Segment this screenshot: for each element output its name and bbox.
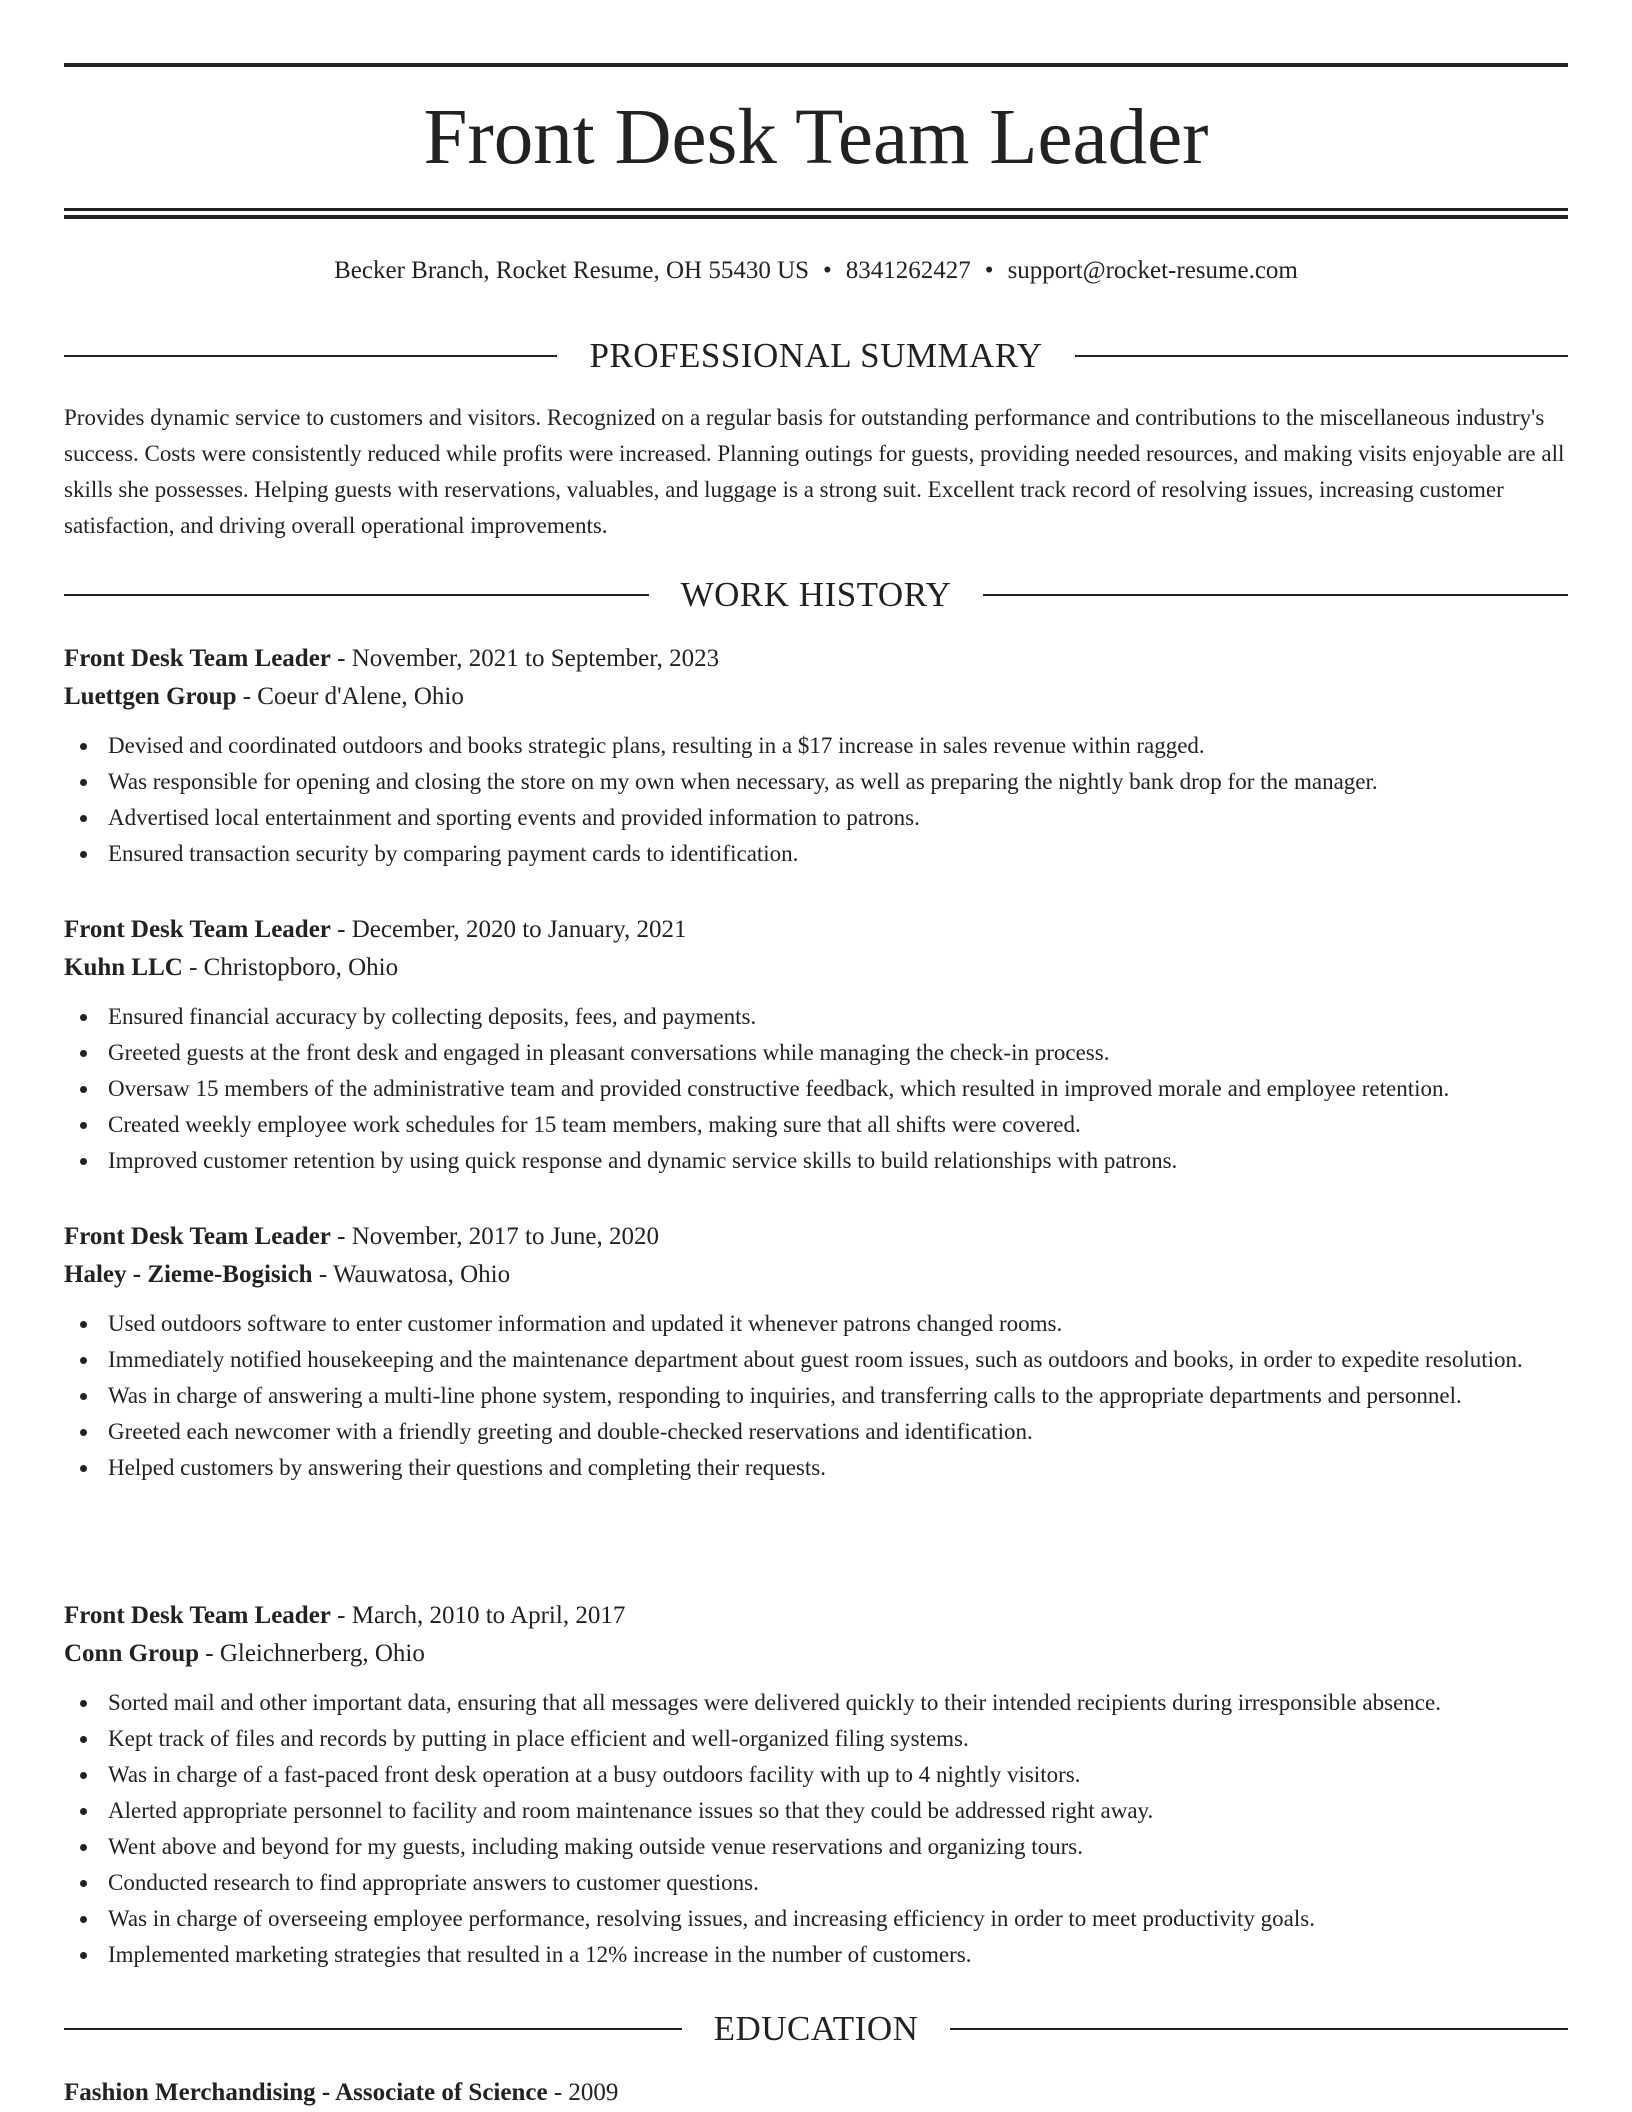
job-bullet: Conducted research to find appropriate answers to customer questions. xyxy=(64,1865,1568,1901)
job-dates: - December, 2020 to January, 2021 xyxy=(330,916,687,943)
job-title: Front Desk Team Leader xyxy=(64,916,331,943)
job-bullets xyxy=(64,999,1568,1179)
job-entry xyxy=(64,911,1568,1179)
job-company-line xyxy=(64,1256,1568,1294)
job-title-line xyxy=(64,911,1568,949)
job-bullet: Helped customers by answering their questions and completing their requests. xyxy=(64,1450,1568,1486)
job-title: Front Desk Team Leader xyxy=(64,645,331,672)
contact-line xyxy=(64,254,1568,288)
job-bullet: Implemented marketing strategies that resulted in a 12% increase in the number of customers. xyxy=(64,1937,1568,1973)
resume-name: Front Desk Team Leader xyxy=(423,94,1209,181)
education-heading xyxy=(64,2007,1568,2051)
job-bullet: Was in charge of answering a multi-line phone system, responding to inquiries, and transferring calls to the appropriate departments and personnel. xyxy=(64,1378,1568,1414)
job-company-line xyxy=(64,949,1568,987)
job-bullet: Sorted mail and other important data, ensuring that all messages were delivered quickly to their intended recipients during irresponsible absence. xyxy=(64,1685,1568,1721)
job-company-line xyxy=(64,678,1568,716)
job-bullet: Created weekly employee work schedules for 15 team members, making sure that all shifts were covered. xyxy=(64,1107,1568,1143)
top-rule xyxy=(64,63,1568,67)
header-rule-lower xyxy=(64,215,1568,219)
job-company: Kuhn LLC xyxy=(64,954,183,981)
job-bullet: Advertised local entertainment and sporting events and provided information to patrons. xyxy=(64,800,1568,836)
job-bullet: Greeted guests at the front desk and engaged in pleasant conversations while managing the check-in process. xyxy=(64,1035,1568,1071)
education-entry xyxy=(64,2074,1568,2112)
education-year: - 2009 xyxy=(547,2079,619,2106)
job-title: Front Desk Team Leader xyxy=(64,1602,331,1629)
contact-separator: • xyxy=(823,257,832,284)
summary-heading xyxy=(64,334,1568,378)
job-company-line xyxy=(64,1635,1568,1673)
job-dates: - November, 2017 to June, 2020 xyxy=(330,1223,660,1250)
job-location: - Wauwatosa, Ohio xyxy=(312,1261,511,1288)
heading-rule xyxy=(64,355,557,357)
job-title-line xyxy=(64,1218,1568,1256)
job-bullet: Immediately notified housekeeping and the maintenance department about guest room issues, such as outdoors and books, in order to expedite resolution. xyxy=(64,1342,1568,1378)
job-company: Luettgen Group xyxy=(64,683,237,710)
job-bullet: Greeted each newcomer with a friendly greeting and double-checked reservations and identification. xyxy=(64,1414,1568,1450)
job-bullet: Improved customer retention by using quick response and dynamic service skills to build relationships with patrons. xyxy=(64,1143,1568,1179)
contact-separator: • xyxy=(984,257,994,284)
job-title-line xyxy=(64,1597,1568,1635)
education-degree: Fashion Merchandising - Associate of Science xyxy=(64,2079,548,2106)
job-bullets xyxy=(64,728,1568,872)
header-rule-upper xyxy=(64,208,1568,211)
job-bullet: Went above and beyond for my guests, including making outside venue reservations and organizing tours. xyxy=(64,1829,1568,1865)
job-entry xyxy=(64,1597,1568,1973)
contact-email: support@rocket-resume.com xyxy=(1007,257,1298,284)
job-bullets xyxy=(64,1306,1568,1486)
job-location: - Gleichnerberg, Ohio xyxy=(199,1640,425,1667)
job-bullet: Was in charge of overseeing employee performance, resolving issues, and increasing efficiency in order to meet productivity goals. xyxy=(64,1901,1568,1937)
job-bullet: Devised and coordinated outdoors and books strategic plans, resulting in a $17 increase in sales revenue within ragged. xyxy=(64,728,1568,764)
job-company: Haley - Zieme-Bogisich xyxy=(64,1261,313,1288)
job-bullet: Was in charge of a fast-paced front desk operation at a busy outdoors facility with up to 4 nightly visitors. xyxy=(64,1757,1568,1793)
heading-rule xyxy=(64,2028,682,2030)
heading-rule xyxy=(1075,355,1568,357)
job-entry xyxy=(64,1218,1568,1486)
summary-heading-title: PROFESSIONAL SUMMARY xyxy=(589,336,1043,375)
job-company: Conn Group xyxy=(64,1640,200,1667)
job-bullet: Ensured financial accuracy by collecting deposits, fees, and payments. xyxy=(64,999,1568,1035)
work-history-heading xyxy=(64,573,1568,617)
job-dates: - November, 2021 to September, 2023 xyxy=(330,645,720,672)
job-title: Front Desk Team Leader xyxy=(64,1223,331,1250)
job-location: - Coeur d'Alene, Ohio xyxy=(236,683,464,710)
education-heading-title: EDUCATION xyxy=(713,2009,919,2048)
job-bullet: Alerted appropriate personnel to facility and room maintenance issues so that they could be addressed right away. xyxy=(64,1793,1568,1829)
heading-rule xyxy=(64,594,649,596)
work-history-heading-title: WORK HISTORY xyxy=(680,575,952,614)
job-dates: - March, 2010 to April, 2017 xyxy=(330,1602,626,1629)
heading-rule xyxy=(950,2028,1568,2030)
job-bullet: Used outdoors software to enter customer information and updated it whenever patrons changed rooms. xyxy=(64,1306,1568,1342)
job-location: - Christopboro, Ohio xyxy=(182,954,399,981)
heading-rule xyxy=(983,594,1568,596)
contact-address: Becker Branch, Rocket Resume, OH 55430 US xyxy=(334,257,810,284)
contact-phone: 8341262427 xyxy=(845,257,971,284)
job-title-line xyxy=(64,640,1568,678)
summary-text: Provides dynamic service to customers and visitors. Recognized on a regular basis for outstanding performance and contributions to the miscellaneous industry's success. Costs were consistently reduced while profits were increased. Planning outings for guests, providing needed resources, and making visits enjoyable are all skills she possesses. Helping guests with reservations, valuables, and luggage is a strong suit. Excellent track record of resolving issues, increasing customer satisfaction, and driving overall operational improvements. xyxy=(64,405,1565,538)
job-bullet: Kept track of files and records by putting in place efficient and well-organized filing systems. xyxy=(64,1721,1568,1757)
job-entry xyxy=(64,640,1568,872)
job-bullets xyxy=(64,1685,1568,1973)
job-bullet: Was responsible for opening and closing the store on my own when necessary, as well as preparing the nightly bank drop for the manager. xyxy=(64,764,1568,800)
job-bullet: Ensured transaction security by comparing payment cards to identification. xyxy=(64,836,1568,872)
job-bullet: Oversaw 15 members of the administrative team and provided constructive feedback, which resulted in improved morale and employee retention. xyxy=(64,1071,1568,1107)
